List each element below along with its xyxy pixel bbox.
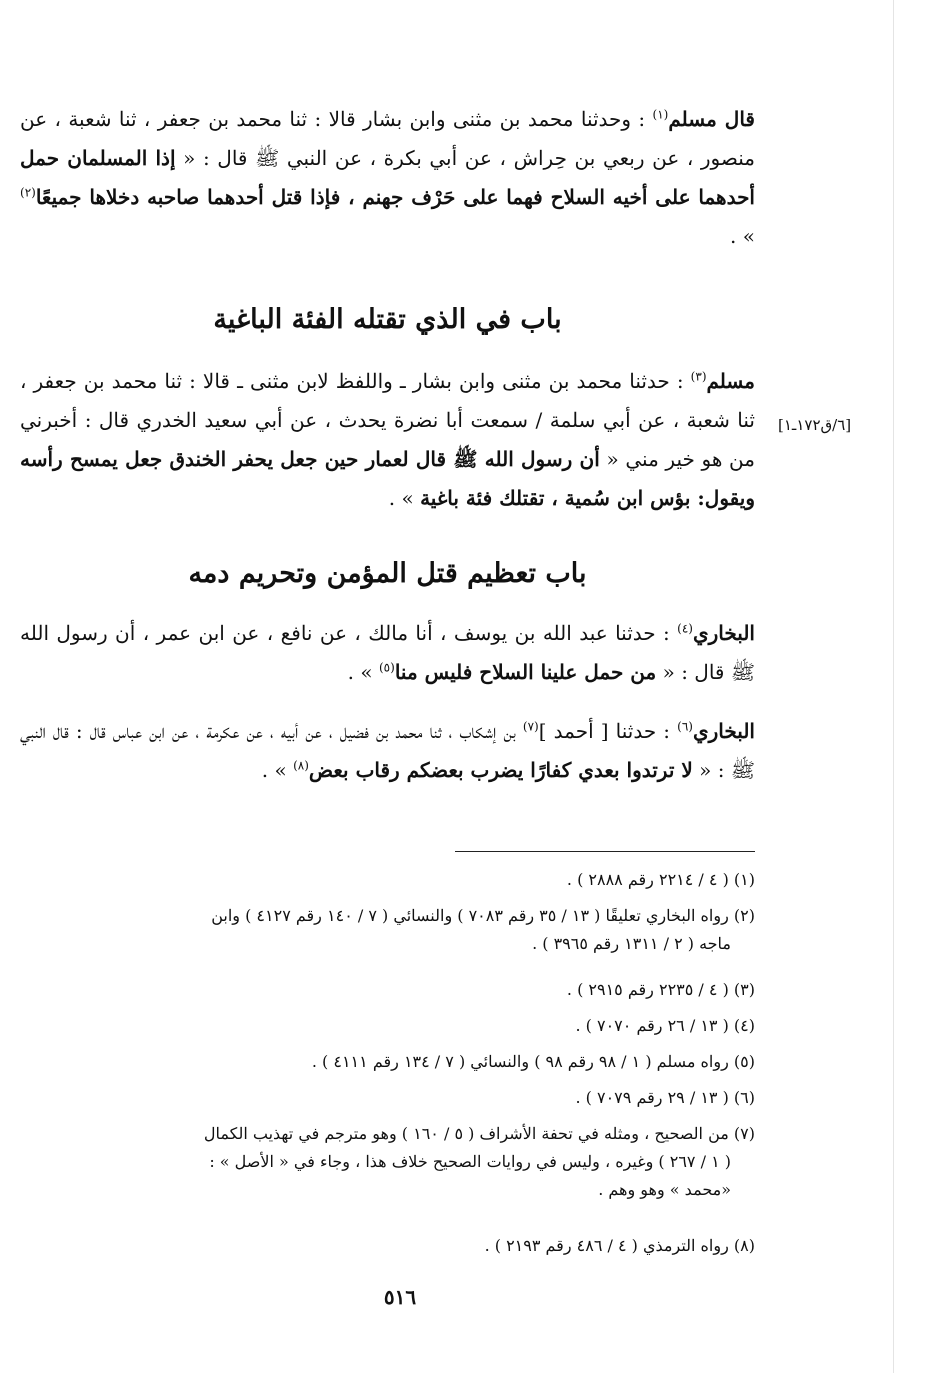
footnote-text: (٦) ( ١٣ / ٢٩ رقم ٧٠٧٩ ) . — [575, 1088, 755, 1107]
footnote-ref: (٢) — [20, 185, 36, 200]
hadith-paragraph-3 — [20, 614, 755, 692]
footnote-text: (٣) ( ٤ / ٢٢٣٥ رقم ٢٩١٥ ) . — [566, 980, 755, 999]
footnote-text-continued: ( ١ / ٢٦٧ ) وغيره ، وليس في روايات الصحيح خلاف هذا ، وجاء في « الأصل » : — [209, 1152, 731, 1171]
footnote-separator — [455, 851, 755, 852]
footnote-text: (٧) من الصحيح ، ومثله في تحفة الأشراف ( ٥ / ١٦٠ ) وهو مترجم في تهذيب الكمال — [203, 1124, 755, 1143]
narrator-lead: قال مسلم — [668, 107, 755, 131]
footnote-2 — [5, 902, 755, 958]
footnote-ref: (١) — [652, 107, 669, 122]
matn-text: لا ترتدوا بعدي كفارًا يضرب بعضكم رقاب بعض — [308, 758, 693, 782]
narrator-lead: مسلم — [706, 369, 755, 393]
isnad-text: بن إشكاب ، ثنا محمد بن فضيل ، عن أبيه ، عن عكرمة ، عن ابن عباس قال : قال النبي ﷺ : « — [20, 719, 755, 782]
closing-quote: » . — [261, 758, 294, 782]
footnote-7 — [5, 1120, 755, 1204]
hadith-paragraph-4 — [20, 712, 755, 790]
isnad-text: : حدثنا عبد الله بن يوسف ، أنا مالك ، عن نافع ، عن ابن عمر ، أن رسول الله ﷺ قال : « — [20, 621, 755, 684]
footnote-ref: (٨) — [293, 758, 309, 773]
footnote-text: (٤) ( ١٣ / ٢٦ رقم ٧٠٧٠ ) . — [575, 1016, 755, 1035]
narrator-lead: البخاري — [692, 621, 755, 645]
footnote-text: (٨) رواه الترمذي ( ٤ / ٤٨٦ رقم ٢١٩٣ ) . — [484, 1236, 755, 1255]
footnote-text-continued: ماجه ( ٢ / ١٣١١ رقم ٣٩٦٥ ) . — [532, 934, 731, 953]
footnote-text: (١) ( ٤ / ٢٢١٤ رقم ٢٨٨٨ ) . — [566, 870, 755, 889]
footnote-ref: (٤) — [677, 621, 693, 636]
matn-text: إذا المسلمان حمل أحدهما على أخيه السلاح فهما على حَرْف جهنم ، فإذا قتل أحدهما صاحبه دخلاها جميعًا — [20, 146, 755, 209]
closing-quote: » . — [347, 660, 379, 684]
footnote-4 — [5, 1012, 755, 1040]
page-number: ٥١٦ — [383, 1285, 417, 1309]
page-gutter-line — [893, 0, 894, 1373]
manuscript-folio-note: [٦/ق١٧٢ـ١] — [778, 416, 852, 434]
matn-text: من حمل علينا السلاح فليس منا — [394, 660, 657, 684]
footnote-ref: (٣) — [690, 369, 707, 384]
isnad-text: : وحدثنا محمد بن مثنى وابن بشار قالا : ثنا محمد بن جعفر ، ثنا شعبة ، عن منصور ، عن ربعي بن حِراش ، عن أبي بكرة ، عن النبي ﷺ قال : « — [20, 107, 755, 170]
closing-quote: » . — [730, 224, 755, 248]
chapter-heading-1: باب في الذي تقتله الفئة الباغية — [213, 304, 562, 335]
closing-quote: » . — [388, 486, 421, 510]
footnote-5 — [5, 1048, 755, 1076]
hadith-paragraph-2 — [20, 362, 755, 518]
footnote-6 — [5, 1084, 755, 1112]
hadith-paragraph-1 — [20, 100, 755, 256]
footnote-ref: (٥) — [378, 660, 395, 675]
footnote-text-continued: «محمد » وهو وهم . — [598, 1180, 731, 1199]
footnote-text: (٢) رواه البخاري تعليقًا ( ١٣ / ٣٥ رقم ٧٠٨٣ ) والنسائي ( ٧ / ١٤٠ رقم ٤١٢٧ ) وابن — [211, 906, 755, 925]
footnote-ref: (٧) — [522, 719, 539, 734]
footnote-3 — [5, 976, 755, 1004]
footnote-text: (٥) رواه مسلم ( ١ / ٩٨ رقم ٩٨ ) والنسائي ( ٧ / ١٣٤ رقم ٤١١١ ) . — [311, 1052, 755, 1071]
footnote-1 — [5, 866, 755, 894]
narrator-lead: البخاري — [692, 719, 755, 743]
matn-text: أن رسول الله ﷺ قال لعمار حين جعل يحفر الخندق جعل يمسح رأسه ويقول: بؤس ابن سُمية ، تقتلك فئة باغية — [20, 447, 755, 510]
footnote-ref: (٦) — [677, 719, 693, 734]
chapter-heading-2: باب تعظيم قتل المؤمن وتحريم دمه — [188, 558, 587, 589]
isnad-text: : حدثنا [ أحمد ] — [538, 719, 678, 743]
footnote-8 — [5, 1232, 755, 1260]
isnad-text: : حدثنا محمد بن مثنى وابن بشار ـ واللفظ لابن مثنى ـ قالا : ثنا محمد بن جعفر ، ثنا شعبة ، عن أبي سلمة / سمعت أبا نضرة يحدث ، عن أبي سعيد الخدري قال : أخبرني من هو خير مني « — [20, 369, 755, 471]
